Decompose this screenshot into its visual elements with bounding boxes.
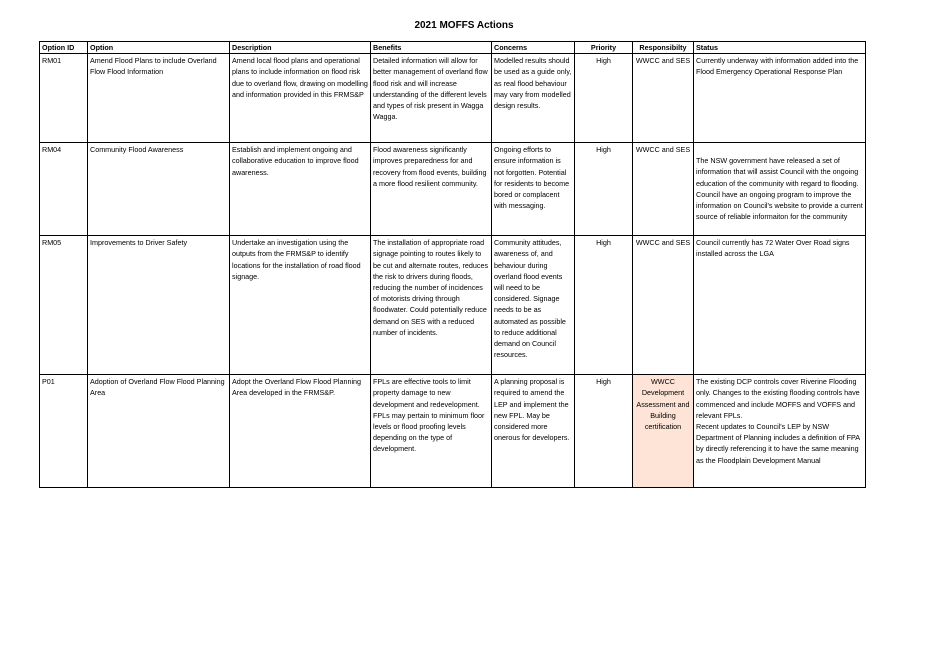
cell-concerns: Community attitudes, awareness of, and behaviour during overland flood events will need to be considered. Signage needs to be as automated as possible to reduce additional demand on Council resources.: [492, 236, 575, 375]
header-option-id: Option ID: [40, 42, 88, 54]
cell-description: Adopt the Overland Flow Flood Planning Area developed in the FRMS&P.: [230, 375, 371, 488]
header-description: Description: [230, 42, 371, 54]
table-row: [40, 236, 866, 375]
cell-option: Amend Flood Plans to include Overland Flow Flood Information: [88, 54, 230, 143]
header-concerns: Concerns: [492, 42, 575, 54]
cell-priority: High: [575, 143, 633, 236]
cell-description: Undertake an investigation using the outputs from the FRMS&P to identify locations for the installation of road flood signage.: [230, 236, 371, 375]
cell-responsibility: WWCC and SES: [633, 143, 694, 236]
cell-status: Currently underway with information added into the Flood Emergency Operational Response Plan: [694, 54, 866, 143]
page-title: 2021 MOFFS Actions: [414, 20, 514, 31]
cell-benefits: The installation of appropriate road signage pointing to routes likely to be cut and alternate routes, reduces the risk to drivers during floods, reducing the number of incidences of motorists driving through floodwater. Could potentially reduce demand on SES with a reduced number of incidents.: [371, 236, 492, 375]
cell-option: Adoption of Overland Flow Flood Planning Area: [88, 375, 230, 488]
header-status: Status: [694, 42, 866, 54]
cell-responsibility: WWCC and SES: [633, 54, 694, 143]
header-benefits: Benefits: [371, 42, 492, 54]
cell-priority: High: [575, 375, 633, 488]
cell-concerns: Ongoing efforts to ensure information is not forgotten. Potential for residents to become bored or complacent with messaging.: [492, 143, 575, 236]
header-priority: Priority: [575, 42, 633, 54]
cell-benefits: Detailed information will allow for better management of overland flow flood risk and will increase understanding of the different levels and types of risk present in Wagga Wagga.: [371, 54, 492, 143]
status-text: The existing DCP controls cover Riverine Flooding only. Changes to the existing flooding controls have commenced and include MOFFS and VOFFS and relevant FPLs. Recent updates to Council's LEP by NSW Department of Planning includes a definition of FPA by directly referencing it to have the same meaning as the Floodplain Development Manual: [696, 377, 860, 465]
table-row: [40, 54, 866, 143]
cell-option-id: RM05: [40, 236, 88, 375]
cell-option-id: RM04: [40, 143, 88, 236]
cell-description: Establish and implement ongoing and collaborative education to improve flood awareness.: [230, 143, 371, 236]
cell-concerns: Modelled results should be used as a guide only, as real flood behaviour may vary from modelled design results.: [492, 54, 575, 143]
moffs-actions-table: [39, 41, 866, 488]
cell-priority: High: [575, 54, 633, 143]
cell-benefits: FPLs are effective tools to limit property damage to new development and redevelopment. FPLs may pertain to minimum floor levels or flood proofing levels depending on the type of development.: [371, 375, 492, 488]
table-header-row: [40, 42, 866, 54]
header-responsibility: Responsibilty: [633, 42, 694, 54]
cell-option-id: P01: [40, 375, 88, 488]
table-row: [40, 375, 866, 488]
cell-status: The NSW government have released a set of information that will assist Council with the ongoing education of the community with regard to flooding. Council have an ongoing program to improve the information on Council's website to provide a current source of reliable informaiton for the community: [694, 143, 866, 236]
cell-option: Community Flood Awareness: [88, 143, 230, 236]
header-option: Option: [88, 42, 230, 54]
cell-status: [694, 375, 866, 488]
cell-concerns: A planning proposal is required to amend the LEP and implement the new FPL. May be considered more onerous for developers.: [492, 375, 575, 488]
cell-benefits: Flood awareness significantly improves preparedness for and recovery from flood events, building a more flood resilient community.: [371, 143, 492, 236]
cell-option-id: RM01: [40, 54, 88, 143]
cell-responsibility: WWCC and SES: [633, 236, 694, 375]
cell-priority: High: [575, 236, 633, 375]
cell-description: Amend local flood plans and operational plans to include information on flood risk due to overland flow, drawing on modelling and information provided in this FRMS&P: [230, 54, 371, 143]
cell-status: Council currently has 72 Water Over Road signs installed across the LGA: [694, 236, 866, 375]
cell-option: Improvements to Driver Safety: [88, 236, 230, 375]
table-row: [40, 143, 866, 236]
cell-responsibility: WWCC Development Assessment and Building certification: [633, 375, 694, 488]
